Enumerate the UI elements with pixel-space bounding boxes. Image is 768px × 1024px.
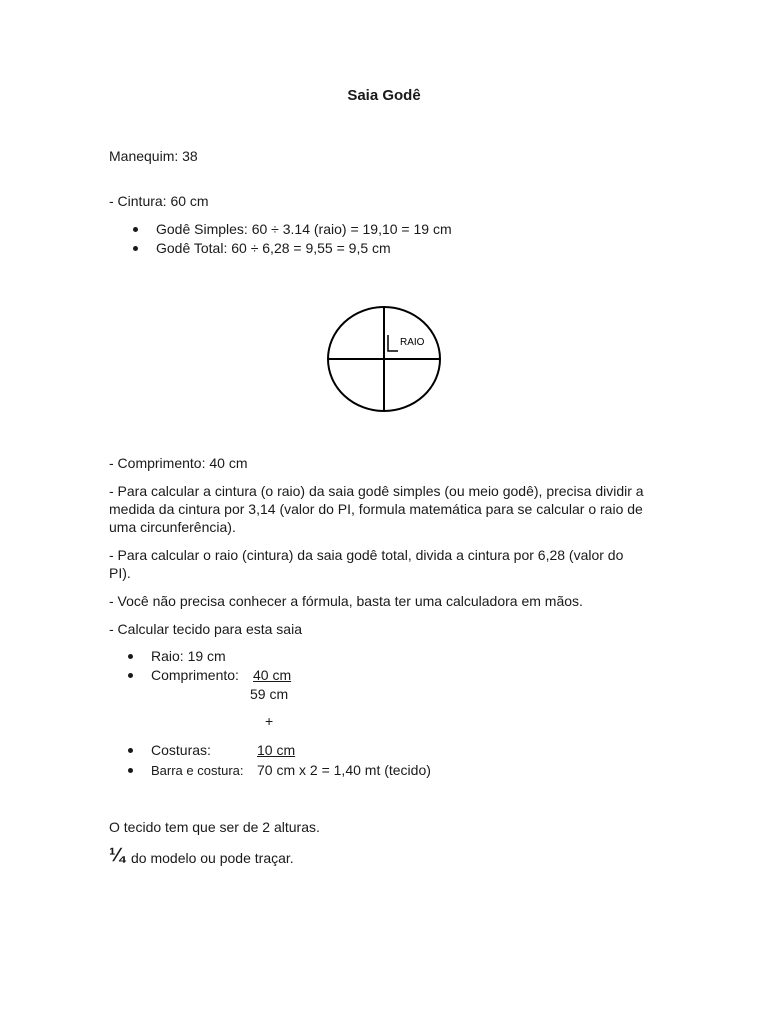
barra-item-label: Barra e costura: — [151, 763, 244, 778]
bullet-icon — [128, 768, 133, 773]
radius-marker — [388, 335, 398, 351]
manequim-text: Manequim: 38 — [109, 148, 198, 164]
plus-sign: + — [265, 713, 274, 729]
circle-radius-diagram — [326, 305, 444, 413]
paragraph-raio-total: - Para calcular o raio (cintura) da saia godê total, divida a cintura por 6,28 (valor do PI). — [109, 547, 624, 581]
page-title: Saia Godê — [347, 87, 421, 104]
comprimento-item-value: 40 cm — [253, 667, 292, 683]
bullet-icon — [133, 246, 138, 251]
subtotal-value: 59 cm — [250, 686, 289, 702]
gode-total-item: Godê Total: 60 ÷ 6,28 = 9,55 = 9,5 cm — [156, 240, 391, 256]
bullet-icon — [128, 673, 133, 678]
comprimento-item-label: Comprimento: — [151, 667, 239, 683]
paragraph-calculadora: - Você não precisa conhecer a fórmula, basta ter uma calculadora em mãos. — [109, 593, 583, 609]
barra-item-value: 70 cm x 2 = 1,40 mt (tecido) — [257, 762, 431, 778]
bullet-icon — [128, 654, 133, 659]
costuras-item-value: 10 cm — [257, 742, 296, 758]
bullet-icon — [133, 227, 138, 232]
comprimento-text: - Comprimento: 40 cm — [109, 455, 248, 471]
note-modelo: do modelo ou pode traçar. — [131, 850, 294, 866]
paragraph-calcular-tecido: - Calcular tecido para esta saia — [109, 621, 302, 637]
gode-simples-item: Godê Simples: 60 ÷ 3.14 (raio) = 19,10 = 19 cm — [156, 221, 452, 237]
bullet-icon — [128, 748, 133, 753]
fraction-quarter: ¼ — [109, 845, 125, 866]
paragraph-cintura-explanation: - Para calcular a cintura (o raio) da saia godê simples (ou meio godê), precisa dividir a medida da cintura por 3,14 (valor do PI, formula matemática para se calcular o raio de uma circunferência). — [109, 483, 644, 535]
note-tecido-alturas: O tecido tem que ser de 2 alturas. — [109, 819, 320, 835]
raio-label: RAIO — [400, 337, 425, 348]
cintura-text: - Cintura: 60 cm — [109, 193, 209, 209]
raio-item: Raio: 19 cm — [151, 648, 226, 664]
costuras-item-label: Costuras: — [151, 742, 211, 758]
